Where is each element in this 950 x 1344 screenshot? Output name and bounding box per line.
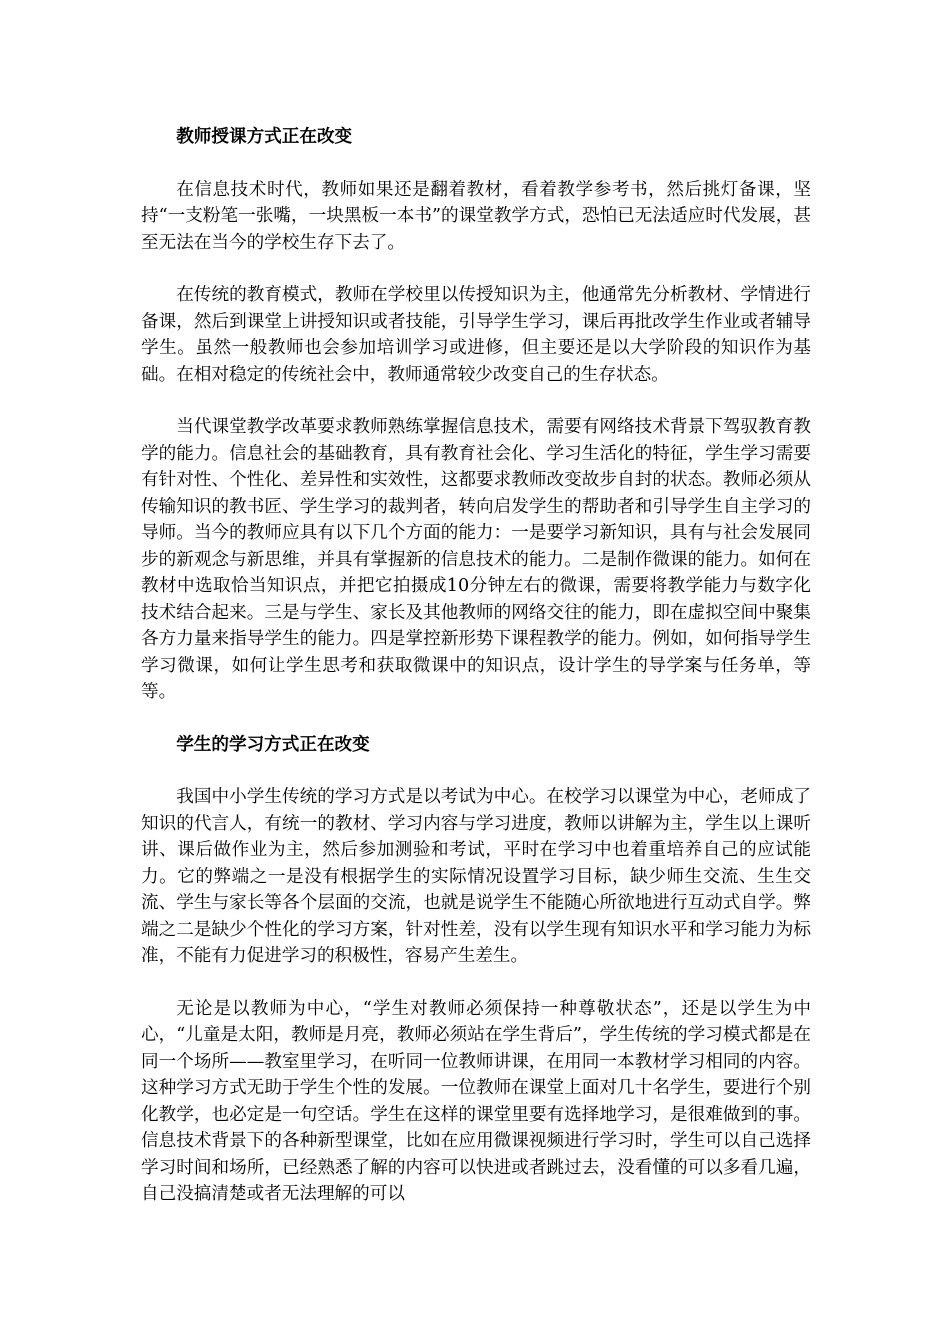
paragraph: 在信息技术时代，教师如果还是翻着教材，看着教学参考书，然后挑灯备课，坚持“一支粉笔一张嘴，一块黑板一本书”的课堂教学方式，恐怕已无法适应时代发展，甚至无法在当今的学校生存下去了。 <box>141 179 811 253</box>
section-student-learning <box>141 732 811 1208</box>
section-heading: 学生的学习方式正在改变 <box>176 733 370 755</box>
section-teacher-teaching <box>141 124 811 706</box>
paragraph: 无论是以教师为中心，“学生对教师必须保持一种尊敬状态”，还是以学生为中心，“儿童是太阳，教师是月亮，教师必须站在学生背后”，学生传统的学习模式都是在同一个场所——教室里学习，在听同一位教师讲课，在用同一本教材学习相同的内容。这种学习方式无助于学生个性的发展。一位教师在课堂上面对几十名学生，要进行个别化教学，也必定是一句空话。学生在这样的课堂里要有选择地学习，是很难做到的事。信息技术背景下的各种新型课堂，比如在应用微课视频进行学习时，学生可以自己选择学习时间和场所，已经熟悉了解的内容可以快进或者跳过去，没看懂的可以多看几遍，自己没搞清楚或者无法理解的可以 <box>141 998 811 1204</box>
paragraph: 我国中小学生传统的学习方式是以考试为中心。在校学习以课堂为中心，老师成了知识的代言人，有统一的教材、学习内容与学习进度，教师以讲解为主，学生以上课听讲、课后做作业为主，然后参加测验和考试，平时在学习中也着重培养自己的应试能力。它的弊端之一是没有根据学生的实际情况设置学习目标，缺少师生交流、生生交流、学生与家长等各个层面的交流，也就是说学生不能随心所欲地进行互动式自学。弊端之二是缺少个性化的学习方案，针对性差，没有以学生现有知识水平和学习能力为标准，不能有力促进学习的积极性，容易产生差生。 <box>141 787 811 966</box>
paragraph: 当代课堂教学改革要求教师熟练掌握信息技术，需要有网络技术背景下驾驭教育教学的能力。信息社会的基础教育，具有教育社会化、学习生活化的特征，学生学习需要有针对性、个性化、差异性和实效性，这都要求教师改变故步自封的状态。教师必须从传输知识的教书匠、学生学习的裁判者，转向启发学生的帮助者和引导学生自主学习的导师。当今的教师应具有以下几个方面的能力：一是要学习新知识，具有与社会发展同步的新观念与新思维，并具有掌握新的信息技术的能力。二是制作微课的能力。如何在教材中选取恰当知识点，并把它拍摄成10分钟左右的微课，需要将教学能力与数字化技术结合起来。三是与学生、家长及其他教师的网络交往的能力，即在虚拟空间中聚集各方力量来指导学生的能力。四是掌控新形势下课程教学的能力。例如，如何指导学生学习微课，如何让学生思考和获取微课中的知识点，设计学生的导学案与任务单，等等。 <box>141 417 811 702</box>
section-heading: 教师授课方式正在改变 <box>176 126 353 147</box>
paragraph: 在传统的教育模式，教师在学校里以传授知识为主，他通常先分析教材、学情进行备课，然后到课堂上讲授知识或者技能，引导学生学习，课后再批改学生作业或者辅导学生。虽然一般教师也会参加培训学习或进修，但主要还是以大学阶段的知识作为基础。在相对稳定的传统社会中，教师通常较少改变自己的生存状态。 <box>141 285 811 385</box>
document-page <box>141 124 811 1234</box>
